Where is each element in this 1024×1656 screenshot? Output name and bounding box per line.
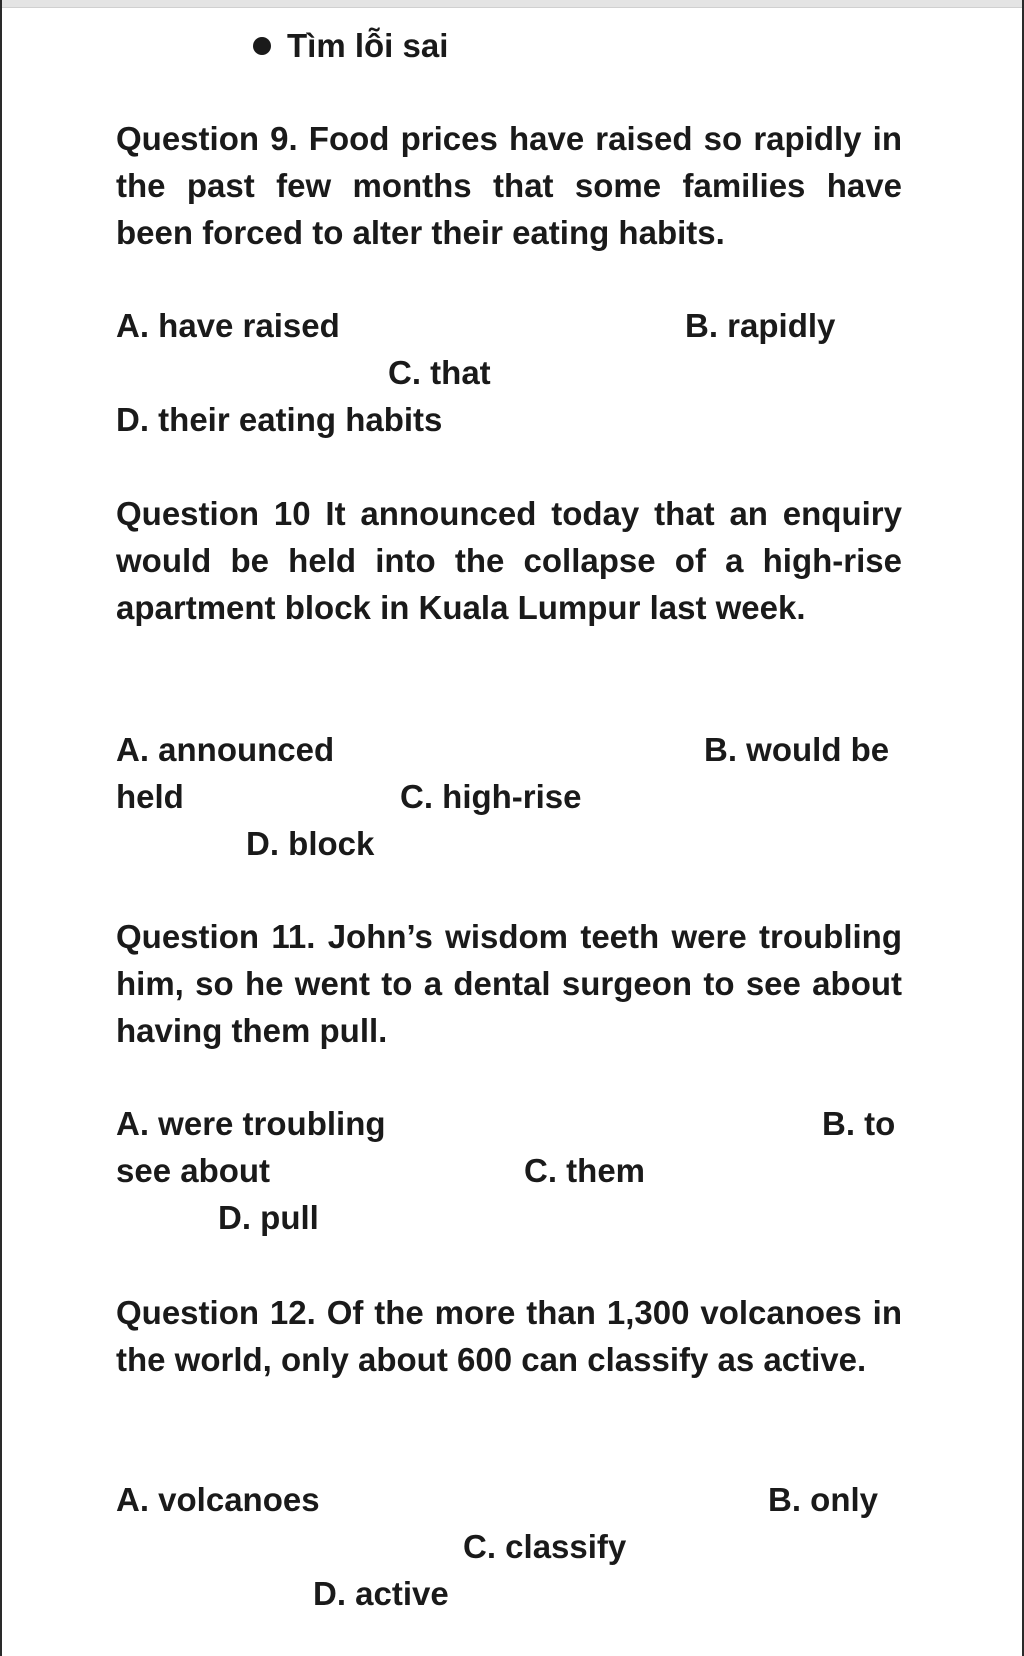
q11-option-b-continued: see about xyxy=(116,1152,271,1189)
top-divider xyxy=(0,0,1024,8)
q10-option-b-continued: held xyxy=(116,778,184,815)
q11-option-c: C. them xyxy=(524,1152,646,1189)
question-9-text: Question 9. Food prices have raised so rapidly in the past few months that some families have been forced to alter their eating habits. xyxy=(116,120,902,251)
q12-option-d: D. active xyxy=(313,1575,449,1612)
q9-option-c: C. that xyxy=(388,354,491,391)
question-12-text: Question 12. Of the more than 1,300 volcanoes in the world, only about 600 can classify as active. xyxy=(116,1294,902,1378)
q11-option-d: D. pull xyxy=(218,1199,319,1236)
q9-option-b: B. rapidly xyxy=(685,307,836,344)
q12-option-b: B. only xyxy=(768,1481,879,1518)
question-10-text: Question 10 It announced today that an enquiry would be held into the collapse of a high-rise apartment block in Kuala Lumpur last week. xyxy=(116,495,902,626)
q10-option-c: C. high-rise xyxy=(400,778,582,815)
section-heading-label: Tìm lỗi sai xyxy=(287,27,449,64)
question-11-text: Question 11. John’s wisdom teeth were troubling him, so he went to a dental surgeon to see about having them pull. xyxy=(116,918,902,1049)
section-heading xyxy=(253,22,448,70)
q10-option-b: B. would be xyxy=(704,731,890,768)
q11-option-a: A. were troubling xyxy=(116,1105,386,1142)
q9-option-a: A. have raised xyxy=(116,307,340,344)
q12-option-c: C. classify xyxy=(463,1528,627,1565)
q11-option-b: B. to xyxy=(822,1105,896,1142)
left-border xyxy=(0,0,2,1656)
q9-option-d: D. their eating habits xyxy=(116,401,443,438)
bullet-icon xyxy=(253,37,271,55)
q10-option-d: D. block xyxy=(246,825,375,862)
q10-option-a: A. announced xyxy=(116,731,335,768)
q12-option-a: A. volcanoes xyxy=(116,1481,320,1518)
